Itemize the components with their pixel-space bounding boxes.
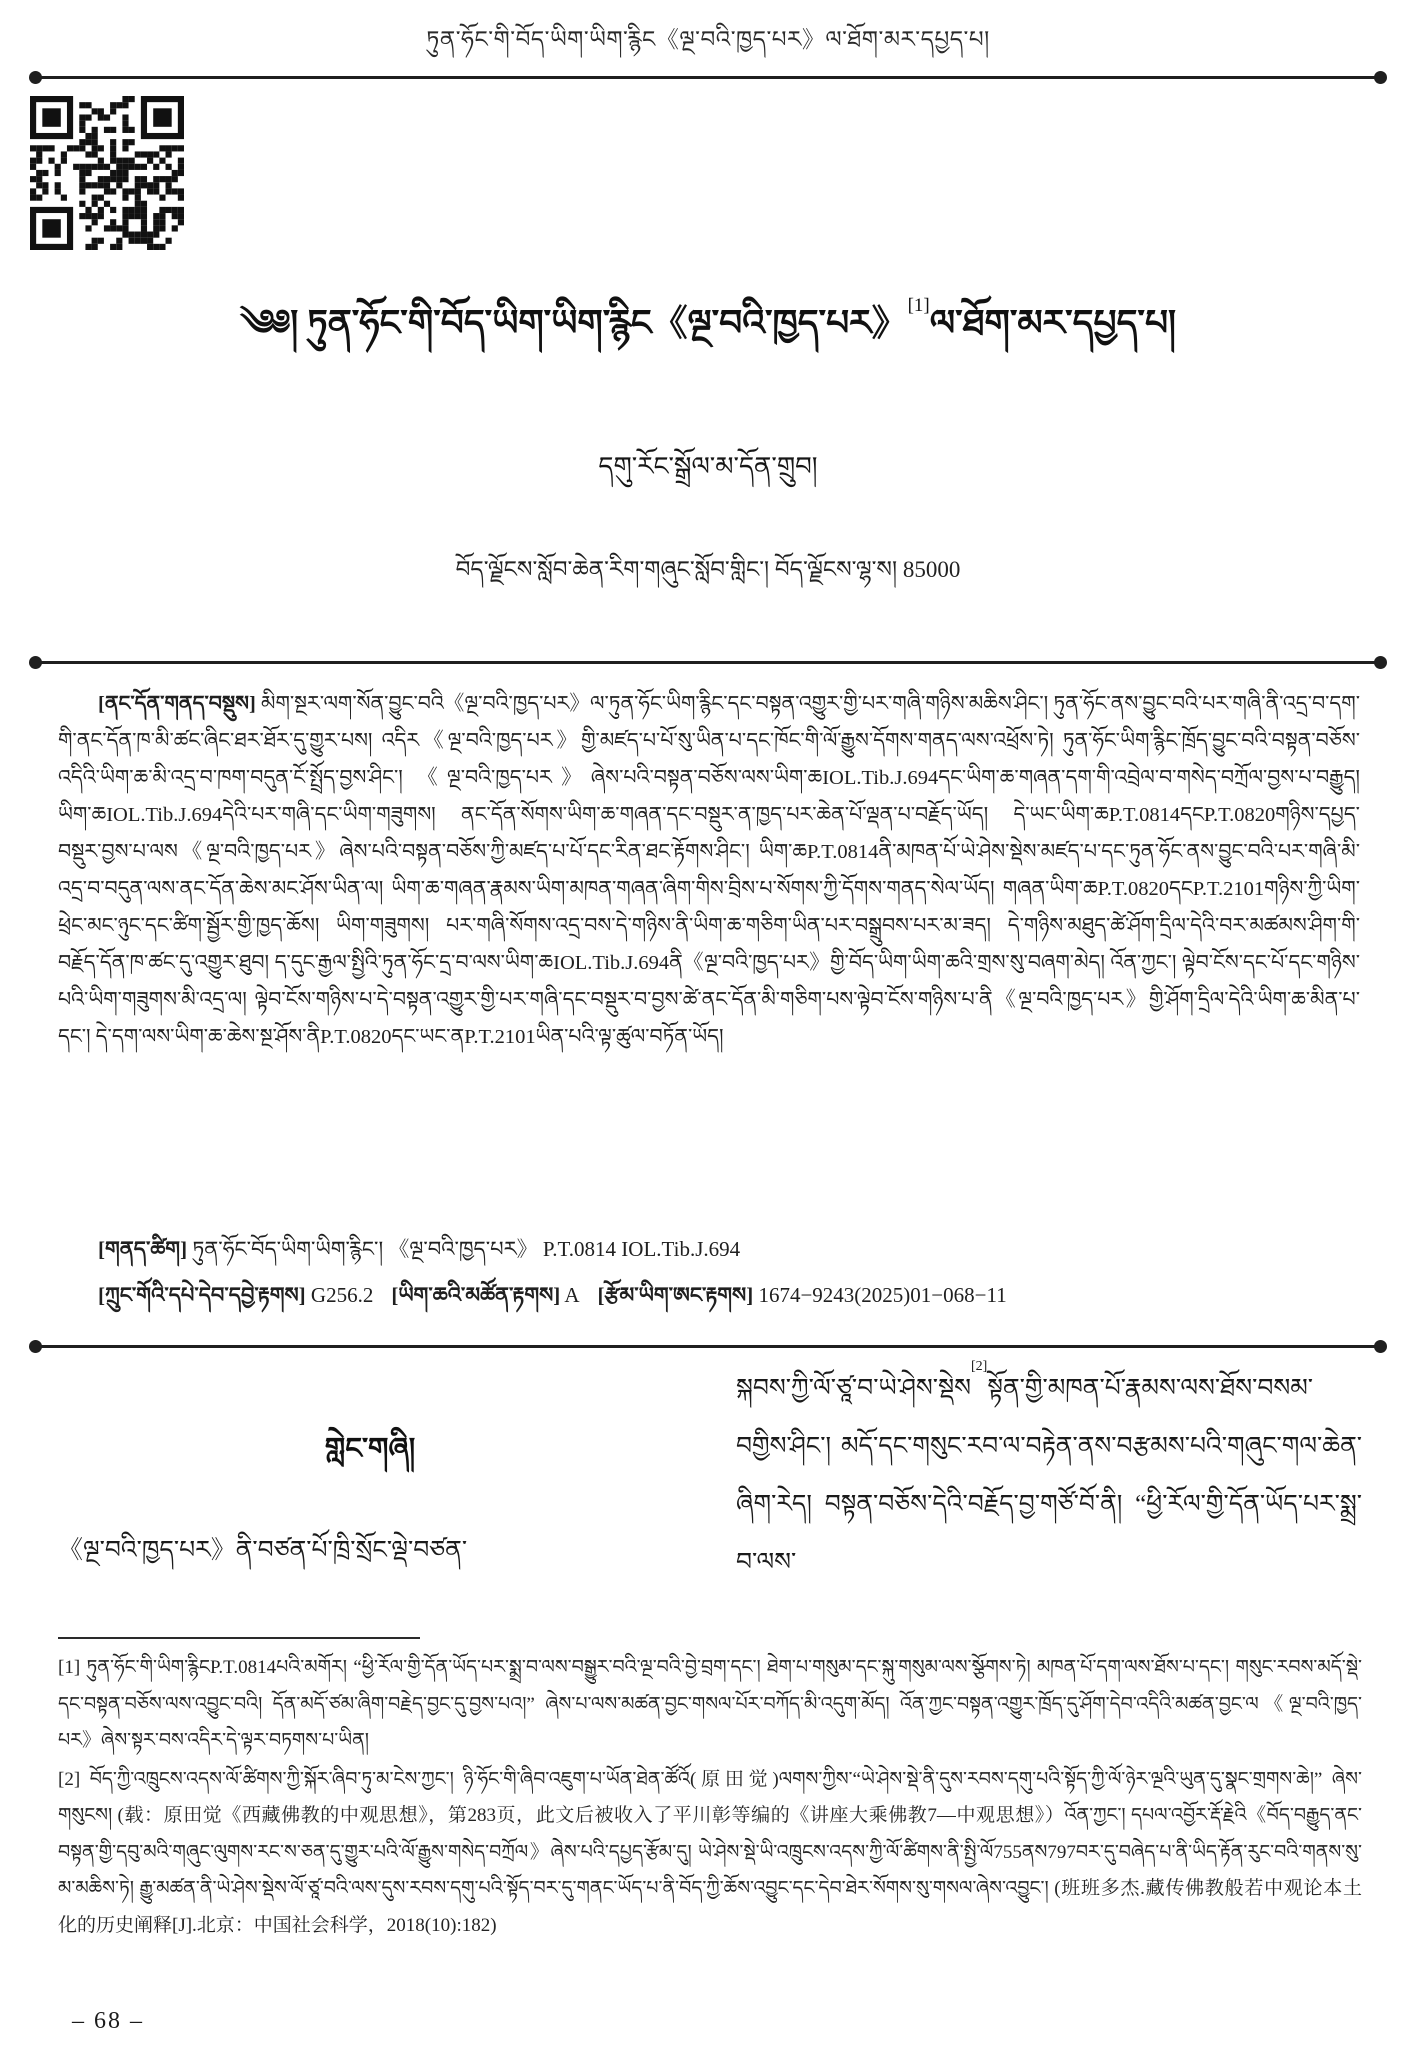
classification-line — [98, 1272, 1360, 1331]
article-id-value: 1674−9243(2025)01−068−11 — [758, 1283, 1007, 1307]
footnote-2 — [58, 1762, 1362, 1945]
article-title — [70, 296, 1346, 350]
footnotes — [58, 1650, 1362, 1946]
body-footnote-marker: [2] — [971, 1360, 988, 1374]
clc-value: G256.2 — [310, 1283, 374, 1307]
doc-code-value: A — [564, 1283, 580, 1307]
article-id-label: [རྩོམ་ཡིག་ཨང་རྟགས] — [597, 1283, 754, 1307]
qr-code-image — [30, 96, 184, 250]
header-rule — [30, 76, 1386, 79]
right-paragraph-text: སྐབས་ཀྱི་ལོ་ཙཱ་བ་ཡེ་ཤེས་སྡེས — [736, 1375, 972, 1402]
keywords-label: [གནད་ཚིག] — [98, 1237, 188, 1261]
section-heading: གླེང་གཞི། — [324, 1433, 416, 1465]
left-column-paragraph: 《ལྔ་བའི་ཁྱད་པར》ནི་བཙན་པོ་ཁྲི་སྲོང་ལྡེ་བཙན་ — [58, 1537, 468, 1564]
right-paragraph-tail: སྟོན་གྱི་མཁན་པོ་རྣམས་ལས་ཐོས་བསམ་བགྱིས་ཤིང་། མདོ་དང་གསུང་རབ་ལ་བརྟེན་ནས་བརྩམས་པའི་གཞུང་གལ་ཆེན་ཞིག་རེད། བསྟན་བཅོས་དེའི་བརྗོད་བྱ་གཙོ་བོ་ནི། “ཕྱི་རོལ་གྱི་དོན་ཡོད་པར་སྨྲ་བ་ལས་ — [736, 1375, 1362, 1576]
abstract — [58, 686, 1360, 1056]
footnote-1 — [58, 1650, 1362, 1760]
footnote-separator — [58, 1637, 420, 1639]
page-number: – 68 – — [72, 2008, 144, 2034]
body-top-rule — [30, 1345, 1386, 1348]
clc-label: [ཀྲུང་གོའི་དཔེ་དེབ་དབྱེ་རྟགས] — [98, 1283, 306, 1307]
qr-code — [30, 96, 184, 250]
right-column — [736, 1360, 1362, 1632]
left-column — [58, 1368, 682, 1630]
article-title-text: ༄༅། ཏུན་ཧོང་གི་བོད་ཡིག་ཡིག་རྙིང《ལྔ་བའི་ཁྱད་པར》 — [239, 303, 908, 343]
doc-code-label: [ཡིག་ཆའི་མཚོན་རྟགས] — [391, 1283, 561, 1307]
footnote-2-text: བོད་ཀྱི་འཁྲུངས་འདས་ལོ་ཚིགས་ཀྱི་སྐོར་ཞིབ་ཏུ་མ་ངེས་ཀྱང་། ཉི་ཧོང་གི་ཞིབ་འཇུག་པ་ཡོན་ཐེན་ཚོའོ(原田觉)ལགས་ཀྱིས་“ཡེ་ཤེས་སྡེ་ནི་དུས་རབས་དགུ་པའི་སྟོད་ཀྱི་ལོ་ཉེར་ལྔའི་ཡུན་དུ་སྣང་གྲགས་ཆེ།” ཞེས་གསུངས། (载：原田觉《西藏佛教的中观思想》，第283页，此文后被收入了平川彰等编的《讲座大乘佛教7—中观思想》）འོན་ཀྱང་། དཔལ་འབྱོར་རྡོ་རྗེའི《བོད་བརྒྱུད་ནང་བསྟན་གྱི་དབུ་མའི་གཞུང་ལུགས་རང་ས་ཅན་དུ་གྱུར་པའི་ལོ་རྒྱུས་གསེད་བཀྲོལ》ཞེས་པའི་དཔྱད་རྩོམ་དུ། ཡེ་ཤེས་སྡེ་ཡི་འཁྲུངས་འདས་ཀྱི་ལོ་ཚིགས་ནི་སྤྱི་ལོ755ནས797བར་དུ་བཞེད་པ་ནི་ཡིད་རྟོན་རུང་བའི་གནས་སུ་མ་མཆིས་ཏེ། རྒྱུ་མཚན་ནི་ཡེ་ཤེས་སྡེས་ལོ་ཙཱ་བའི་ལས་དུས་རབས་དགུ་པའི་སྟོད་བར་དུ་གནང་ཡོད་པ་ནི་བོད་ཀྱི་ཆོས་འབྱུང་དང་དེབ་ཐེར་སོགས་སུ་གསལ་ཞེས་འབྱུང་། (班班多杰.藏传佛教般若中观论本土化的历史阐释[J].北京：中国社会科学，2018(10):182) — [58, 1768, 1362, 1936]
keywords-text: ཏུན་ཧོང་བོད་ཡིག་ཡིག་རྙིང་། 《ལྔ་བའི་ཁྱད་པར》 P.T.0814 IOL.Tib.J.694 — [192, 1237, 741, 1261]
footnote-1-marker: [1] — [58, 1657, 81, 1678]
title-footnote-marker: [1] — [907, 295, 930, 316]
abstract-label: [ནང་དོན་གནད་བསྡུས] — [98, 693, 256, 715]
doc-code-pair — [391, 1283, 579, 1307]
article-id-pair — [598, 1283, 1007, 1307]
abstract-text: མིག་སྔར་ལག་སོན་བྱུང་བའི《ལྔ་བའི་ཁྱད་པར》ལ་ཏུན་ཧོང་ཡིག་རྙིང་དང་བསྟན་འགྱུར་གྱི་པར་གཞི་གཉིས་མཆིས་ཤིང་། ཏུན་ཧོང་ནས་བྱུང་བའི་པར་གཞི་ནི་འདྲ་བ་དག་གི་ནང་དོན་ཁ་མི་ཚང་ཞིང་ཐར་ཐོར་དུ་གྱུར་པས། འདིར《ལྔ་བའི་ཁྱད་པར》གྱི་མཛད་པ་པོ་སུ་ཡིན་པ་དང་ཁོང་གི་ལོ་རྒྱུས་དོགས་གནད་ལས་འཕྲོས་ཏེ། ཏུན་ཧོང་ཡིག་རྙིང་ཁྲོད་བྱུང་བའི་བསྟན་བཅོས་འདིའི་ཡིག་ཆ་མི་འདྲ་བ་ཁག་བདུན་ངོ་སྤྲོད་བྱས་ཤིང་། 《ལྔ་བའི་ཁྱད་པར》ཞེས་པའི་བསྟན་བཅོས་ལས་ཡིག་ཆIOL.Tib.J.694དང་ཡིག་ཆ་གཞན་དག་གི་འབྲེལ་བ་གསེད་བཀྲོལ་བྱས་པ་བརྒྱུད། ཡིག་ཆIOL.Tib.J.694དེའི་པར་གཞི་དང་ཡིག་གཟུགས། ནང་དོན་སོགས་ཡིག་ཆ་གཞན་དང་བསྡུར་ན་ཁྱད་པར་ཆེན་པོ་ལྡན་པ་བརྗོད་ཡོད། དེ་ཡང་ཡིག་ཆP.T.0814དངP.T.0820གཉིས་དཔྱད་བསྡུར་བྱས་པ་ལས《ལྔ་བའི་ཁྱད་པར》ཞེས་པའི་བསྟན་བཅོས་ཀྱི་མཛད་པ་པོ་དང་རིན་ཐང་རྟོགས་ཤིང་། ཡིག་ཆP.T.0814ནི་མཁན་པོ་ཡེ་ཤེས་སྡེས་མཛད་པ་དང་ཏུན་ཧོང་ནས་བྱུང་བའི་པར་གཞི་མི་འདྲ་བ་བདུན་ལས་ནང་དོན་ཆེས་མང་ཤོས་ཡིན་ལ། ཡིག་ཆ་གཞན་རྣམས་ཡིག་མཁན་གཞན་ཞིག་གིས་བྲིས་པ་སོགས་ཀྱི་དོགས་གནད་སེལ་ཡོད། གཞན་ཡིག་ཆP.T.0820དངP.T.2101གཉིས་ཀྱི་ཡིག་ཕྲེང་མང་ཉུང་དང་ཚིག་སྦྱོར་གྱི་ཁྱད་ཆོས། ཡིག་གཟུགས། པར་གཞི་སོགས་འདྲ་བས་དེ་གཉིས་ནི་ཡིག་ཆ་གཅིག་ཡིན་པར་བསྒྲུབས་པར་མ་ཟད། དེ་གཉིས་མཐུད་ཚེ་ཤོག་དྲིལ་དེའི་བར་མཚམས་ཤིག་གི་བརྗོད་དོན་ཁ་ཚང་དུ་འགྱུར་ཐུབ། ད་དུང་རྒྱལ་སྤྱིའི་ཏུན་ཧོང་དྲ་བ་ལས་ཡིག་ཆIOL.Tib.J.694ནི《ལྔ་བའི་ཁྱད་པར》གྱི་བོད་ཡིག་ཡིག་ཆའི་གྲས་སུ་བཞག་མེད། འོན་ཀྱང་། ལྟེབ་ངོས་དང་པོ་དང་གཉིས་པའི་ཡིག་གཟུགས་མི་འདྲ་ལ། ལྟེབ་ངོས་གཉིས་པ་དེ་བསྟན་འགྱུར་གྱི་པར་གཞི་དང་བསྡུར་བ་བྱས་ཚེ་ནང་དོན་མི་གཅིག་པས་ལྟེབ་ངོས་གཉིས་པ་ནི《ལྔ་བའི་ཁྱད་པར》གྱི་ཤོག་དྲིལ་དེའི་ཡིག་ཆ་མིན་པ་དང་། དེ་དག་ལས་ཡིག་ཆ་ཆེས་སྔ་ཤོས་ནིP.T.0820དང་ཡང་ནP.T.2101ཡིན་པའི་ལྟ་ཚུལ་བཏོན་ཡོད། — [58, 693, 1360, 1048]
affiliation: བོད་ལྗོངས་སློབ་ཆེན་རིག་གཞུང་སློབ་གླིང་། བོད་ལྗོངས་ལྷ་ས། 85000 — [455, 557, 961, 582]
running-head: ཏུན་ཧོང་གི་བོད་ཡིག་ཡིག་རྙིང《ལྔ་བའི་ཁྱད་པར》ལ་ཐོག་མར་དཔྱད་པ། — [426, 27, 990, 52]
right-column-paragraph — [736, 1360, 1362, 1592]
footnote-1-text: ཏུན་ཧོང་གི་ཡིག་རྙིངP.T.0814པའི་མགོར། “ཕྱི་རོལ་གྱི་དོན་ཡོད་པར་སྨྲ་བ་ལས་བསྒྱུར་བའི་ལྔ་བའི་བྱེ་བྲག་དང་། ཐེག་པ་གསུམ་དང་སྐུ་གསུམ་ལས་སྩོགས་ཏེ། མཁན་པོ་དག་ལས་ཐོས་པ་དང་། གསུང་རབས་མདོ་སྡེ་དང་བསྟན་བཅོས་ལས་འབྱུང་བའི། དོན་མདོ་ཙམ་ཞིག་བརྗེད་བྱང་དུ་བྱས་པའ།” ཞེས་པ་ལས་མཚན་བྱང་གསལ་པོར་བཀོད་མི་འདུག་མོད། འོན་ཀྱང་བསྟན་འགྱུར་ཁྲོད་དུ་ཤོག་དེབ་འདིའི་མཚན་བྱང་ལ《ལྔ་བའི་ཁྱད་པར》ཞེས་སྟར་བས་འདིར་དེ་ལྟར་བཏགས་པ་ཡིན། — [58, 1657, 1362, 1751]
clc-pair — [98, 1283, 373, 1307]
footnote-2-marker: [2] — [58, 1768, 81, 1790]
abstract-top-rule — [30, 661, 1386, 664]
article-title-tail: ལ་ཐོག་མར་དཔྱད་པ། — [929, 303, 1177, 343]
author-name: དགུ་རོང་སྒྲོལ་མ་དོན་གྲུབ། — [598, 452, 818, 481]
